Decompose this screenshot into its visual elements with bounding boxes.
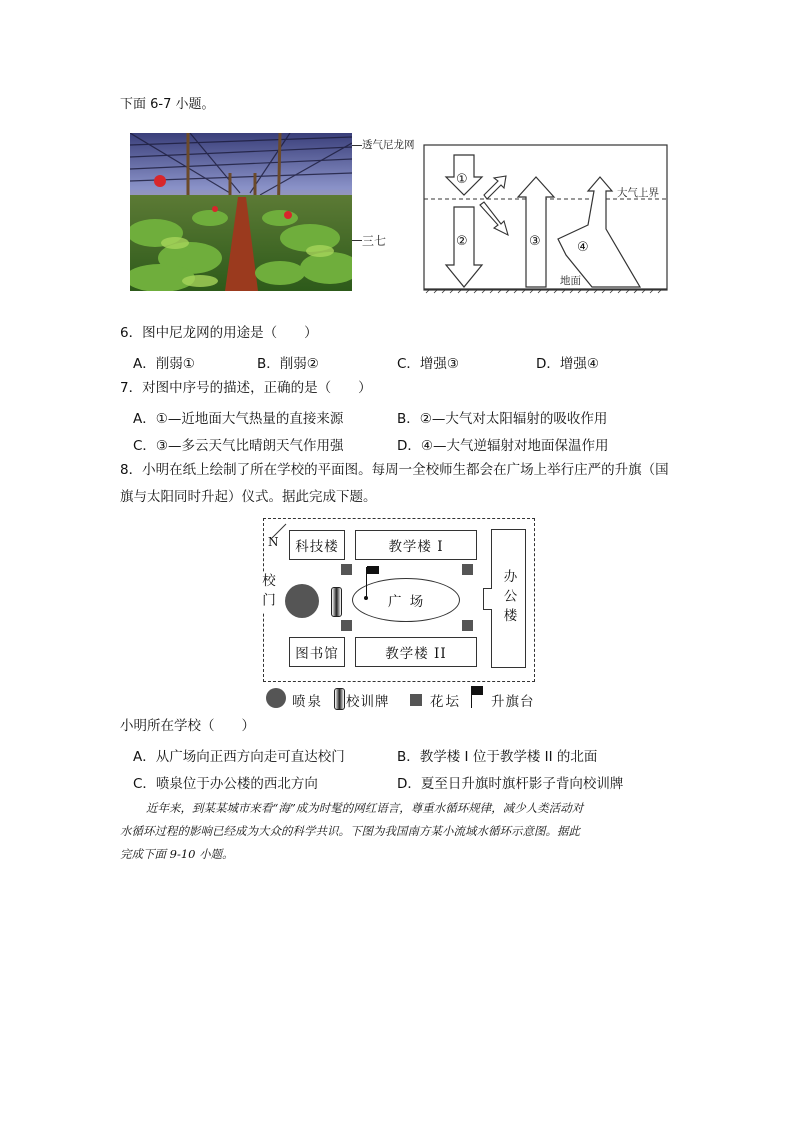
q8-option-c[interactable]: C．喷泉位于办公楼的西北方向 — [133, 776, 318, 792]
ground-label: 地面 — [560, 275, 581, 287]
intro-line: 下面 6-7 小题。 — [120, 97, 215, 112]
q8-sub-stem: 小明所在学校（ ） — [120, 718, 255, 734]
teaching-building-1-label: 教学楼 I — [388, 539, 444, 555]
q8-stem-line2: 旗与太阳同时升起）仪式。据此完成下题。 — [120, 489, 377, 505]
q6-option-c[interactable]: C．增强③ — [397, 356, 460, 372]
net-callout-line — [352, 145, 362, 146]
flowerbed-icon — [341, 564, 352, 575]
passage-line2: 水循环过程的影响已经成为大众的科学共识。下图为我国南方某小流域水循环示意图。据此 — [120, 824, 580, 838]
arrow-2-label: ② — [456, 234, 468, 249]
north-label: N — [268, 535, 279, 549]
arrow-4-label: ④ — [577, 240, 589, 255]
fountain-icon — [285, 584, 319, 618]
greenhouse-photo-image — [130, 133, 352, 291]
radiation-diagram — [420, 143, 670, 295]
greenhouse-photo — [130, 133, 352, 291]
q8-option-b[interactable]: B．教学楼 I 位于教学楼 II 的北面 — [397, 749, 598, 765]
q6-option-d[interactable]: D．增强④ — [536, 356, 599, 372]
q7-option-d[interactable]: D．④—大气逆辐射对地面保温作用 — [397, 438, 609, 454]
flowerbed-icon — [462, 620, 473, 631]
office-entrance — [483, 588, 492, 610]
arrow-3-label: ③ — [529, 234, 541, 249]
flowerbed-icon — [341, 620, 352, 631]
top-boundary-label: 大气上界 — [617, 187, 659, 199]
legend-sign-icon — [334, 688, 345, 710]
flag-icon — [367, 566, 379, 574]
arrow-3 — [518, 177, 554, 287]
office-building-label: 办公楼 — [500, 569, 517, 628]
tech-building-label: 科技楼 — [295, 539, 339, 555]
q8-option-d[interactable]: D．夏至日升旗时旗杆影子背向校训牌 — [397, 776, 624, 792]
plant-label: 三七 — [362, 234, 387, 248]
legend-flag-label: 升旗台 — [491, 694, 535, 710]
library — [289, 637, 345, 667]
legend-fountain-icon — [266, 688, 286, 708]
teaching-building-2 — [355, 637, 477, 667]
legend-flowerbed-icon — [410, 694, 422, 706]
plant-callout-line — [352, 240, 362, 241]
q7-option-a[interactable]: A．①—近地面大气热量的直接来源 — [133, 411, 344, 427]
q6-stem: 6．图中尼龙网的用途是（ ） — [120, 325, 318, 341]
q7-stem: 7．对图中序号的描述，正确的是（ ） — [120, 380, 372, 396]
q8-stem-line1: 8．小明在纸上绘制了所在学校的平面图。每周一全校师生都会在广场上举行庄严的升旗（国 — [120, 462, 669, 478]
library-label: 图书馆 — [295, 646, 339, 662]
teaching-building-1 — [355, 530, 477, 560]
legend-flag-pole — [471, 686, 472, 708]
arrow-1-label: ① — [456, 172, 468, 187]
passage-cont — [120, 820, 676, 866]
teaching-building-2-label: 教学楼 II — [385, 646, 447, 662]
motto-sign-icon — [331, 587, 342, 617]
office-building — [491, 529, 526, 668]
passage-line3: 完成下面 9-10 小题。 — [120, 847, 234, 861]
legend-fountain-label: 喷泉 — [292, 694, 323, 710]
gate-label: 校门 — [259, 573, 275, 612]
legend-sign-label: 校训牌 — [346, 694, 390, 710]
q7-option-b[interactable]: B．②—大气对太阳辐射的吸收作用 — [397, 411, 608, 427]
q6-option-b[interactable]: B．削弱② — [257, 356, 319, 372]
net-label: 透气尼龙网 — [362, 139, 415, 151]
q7-option-c[interactable]: C．③—多云天气比晴朗天气作用强 — [133, 438, 344, 454]
q8-option-a[interactable]: A．从广场向正西方向走可直达校门 — [133, 749, 345, 765]
legend-flag-icon — [471, 686, 483, 695]
plaza-label: 广 场 — [388, 594, 426, 610]
q6-option-a[interactable]: A．削弱① — [133, 356, 195, 372]
tech-building — [289, 530, 345, 560]
passage — [120, 797, 676, 820]
flowerbed-icon — [462, 564, 473, 575]
legend-flowerbed-label: 花坛 — [430, 694, 461, 710]
passage-line1: 近年来，到某某城市来看“海”成为时髦的网红语言，尊重水循环规律，减少人类活动对 — [146, 801, 584, 815]
flag-base — [364, 596, 368, 600]
